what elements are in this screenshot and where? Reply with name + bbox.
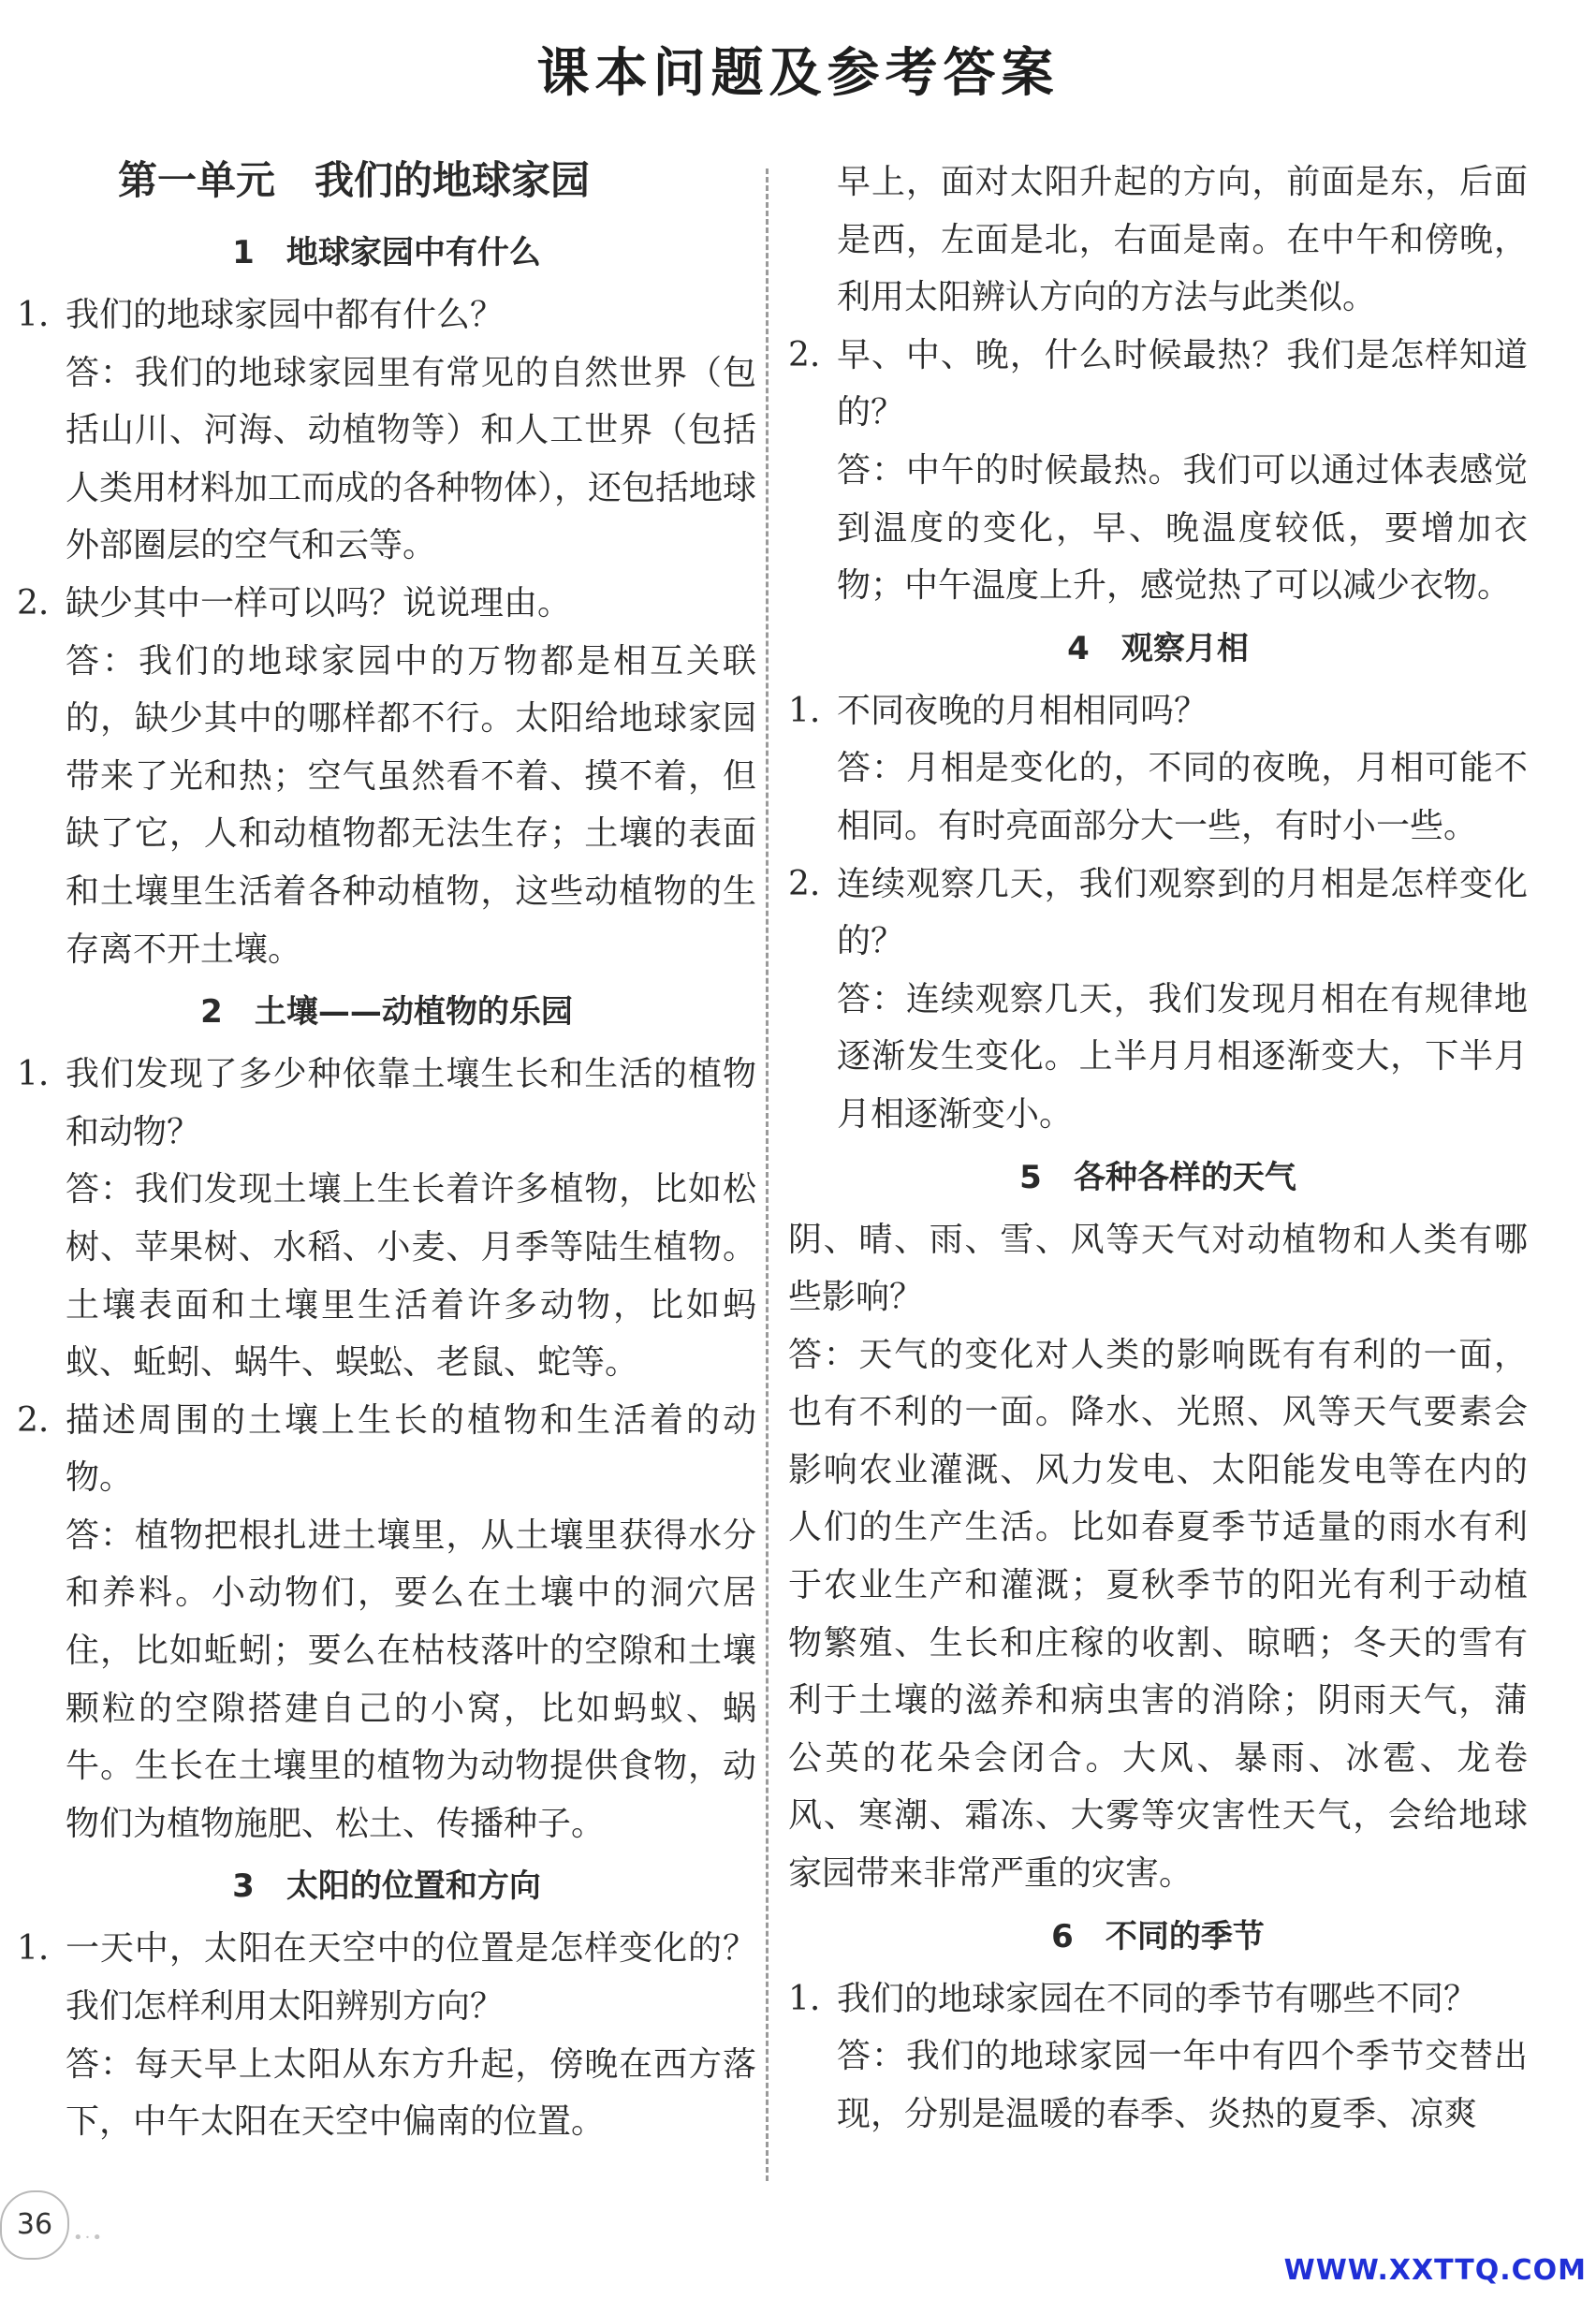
column-divider <box>766 168 769 2181</box>
answer-text: 答：我们的地球家园一年中有四个季节交替出现，分别是温暖的春季、炎热的夏季、凉爽 <box>837 2037 1528 2133</box>
question <box>17 1920 756 2035</box>
question-text: 不同夜晚的月相相同吗？ <box>837 691 1208 730</box>
question <box>17 286 756 344</box>
question-text: 缺少其中一样可以吗？说说理由。 <box>66 583 572 622</box>
answer-text: 答：我们的地球家园中的万物都是相互关联的，缺少其中的哪样都不行。太阳给地球家园带来了光和热；空气虽然看不着、摸不着，但缺了它，人和动植物都无法生存；土壤的表面和土壤里生活着各种动植物，这些动植物的生存离不开土壤。 <box>66 641 756 969</box>
question-number: 2. <box>788 864 821 903</box>
question-number: 1. <box>17 296 50 334</box>
question-number: 2. <box>17 1400 50 1440</box>
question-text: 阴、晴、雨、雪、风等天气对动植物和人类有哪些影响？ <box>788 1220 1528 1317</box>
lesson-5-title: 5 各种各样的天气 <box>1019 1158 1296 1196</box>
question <box>17 575 756 633</box>
question-number: 2. <box>17 583 50 622</box>
answer-text: 早上，面对太阳升起的方向，前面是东，后面是西，左面是北，右面是南。在中午和傍晚，利用太阳辨认方向的方法与此类似。 <box>837 163 1528 317</box>
answer-text: 答：连续观察几天，我们发现月相在有规律地逐渐发生变化。上半月月相逐渐变大，下半月月相逐渐变小。 <box>837 979 1528 1134</box>
lesson-2-title: 2 土壤——动植物的乐园 <box>200 993 573 1032</box>
question-text: 我们的地球家园在不同的季节有哪些不同？ <box>837 1979 1478 2018</box>
left-column <box>17 148 756 2151</box>
question-text: 一天中，太阳在天空中的位置是怎样变化的？我们怎样利用太阳辨别方向？ <box>66 1929 756 2027</box>
question-text: 我们的地球家园中都有什么？ <box>66 296 505 334</box>
right-column <box>788 154 1528 2143</box>
lesson-4-title: 4 观察月相 <box>1067 629 1249 667</box>
answer-text: 答：植物把根扎进土壤里，从土壤里获得水分和养料。小动物们，要么在土壤中的洞穴居住，比如蚯蚓；要么在枯枝落叶的空隙和土壤颗粒的空隙搭建自己的小窝，比如蚂蚁、蜗牛。生长在土壤里的植物为动物提供食物，动物们为植物施肥、松土、传播种子。 <box>66 1516 756 1843</box>
question-number: 1. <box>788 691 821 730</box>
question <box>788 327 1528 442</box>
question-number: 1. <box>17 1055 50 1094</box>
answer-text: 答：月相是变化的，不同的夜晚，月相可能不相同。有时亮面部分大一些，有时小一些。 <box>837 749 1528 845</box>
unit-title: 第一单元 我们的地球家园 <box>117 157 590 203</box>
lesson-1-title: 1 地球家园中有什么 <box>232 234 541 271</box>
question-number: 1. <box>788 1979 821 2018</box>
question <box>17 1392 756 1507</box>
answer-text: 答：我们发现土壤上生长着许多植物，比如松树、苹果树、水稻、小麦、月季等陆生植物。土壤表面和土壤里生活着许多动物，比如蚂蚁、蚯蚓、蜗牛、蜈蚣、老鼠、蛇等。 <box>66 1170 756 1383</box>
lesson-6-title: 6 不同的季节 <box>1051 1917 1265 1955</box>
watermark: WWW.XXTTQ.COM <box>1283 2254 1587 2287</box>
question-text: 描述周围的土壤上生长的植物和生活着的动物。 <box>66 1400 756 1498</box>
question-text: 我们发现了多少种依靠土壤生长和生活的植物和动物？ <box>66 1055 756 1151</box>
page-title: 课本问题及参考答案 <box>536 42 1060 104</box>
question <box>17 1046 756 1161</box>
decorative-dots: •·• <box>73 2228 104 2248</box>
answer-text: 答：我们的地球家园里有常见的自然世界（包括山川、河海、动植物等）和人工世界（包括人类用材料加工而成的各种物体），还包括地球外部圈层的空气和云等。 <box>66 353 757 565</box>
page-number: 36 <box>0 2190 69 2260</box>
question-number: 2. <box>788 335 821 374</box>
question-text: 连续观察几天，我们观察到的月相是怎样变化的？ <box>837 864 1528 961</box>
question-number: 1. <box>17 1929 50 1969</box>
lesson-3-title: 3 太阳的位置和方向 <box>232 1867 541 1906</box>
question <box>788 856 1528 971</box>
question <box>788 682 1528 740</box>
answer-text: 答：每天早上太阳从东方升起，傍晚在西方落下，中午太阳在天空中偏南的位置。 <box>66 2044 756 2142</box>
question <box>788 1970 1528 2028</box>
answer-text: 答：中午的时候最热。我们可以通过体表感觉到温度的变化，早、晚温度较低，要增加衣物；中午温度上升，感觉热了可以减少衣物。 <box>837 450 1528 606</box>
question-text: 早、中、晚，什么时候最热？我们是怎样知道的？ <box>837 335 1528 432</box>
answer-text: 答：天气的变化对人类的影响既有有利的一面，也有不利的一面。降水、光照、风等天气要素会影响农业灌溉、风力发电、太阳能发电等在内的人们的生产生活。比如春夏季节适量的雨水有利于农业生产和灌溉；夏秋季节的阳光有利于动植物繁殖、生长和庄稼的收割、晾晒；冬天的雪有利于土壤的滋养和病虫害的消除；阴雨天气，蒲公英的花朵会闭合。大风、暴雨、冰雹、龙卷风、寒潮、霜冻、大雾等灾害性天气，会给地球家园带来非常严重的灾害。 <box>788 1335 1528 1894</box>
